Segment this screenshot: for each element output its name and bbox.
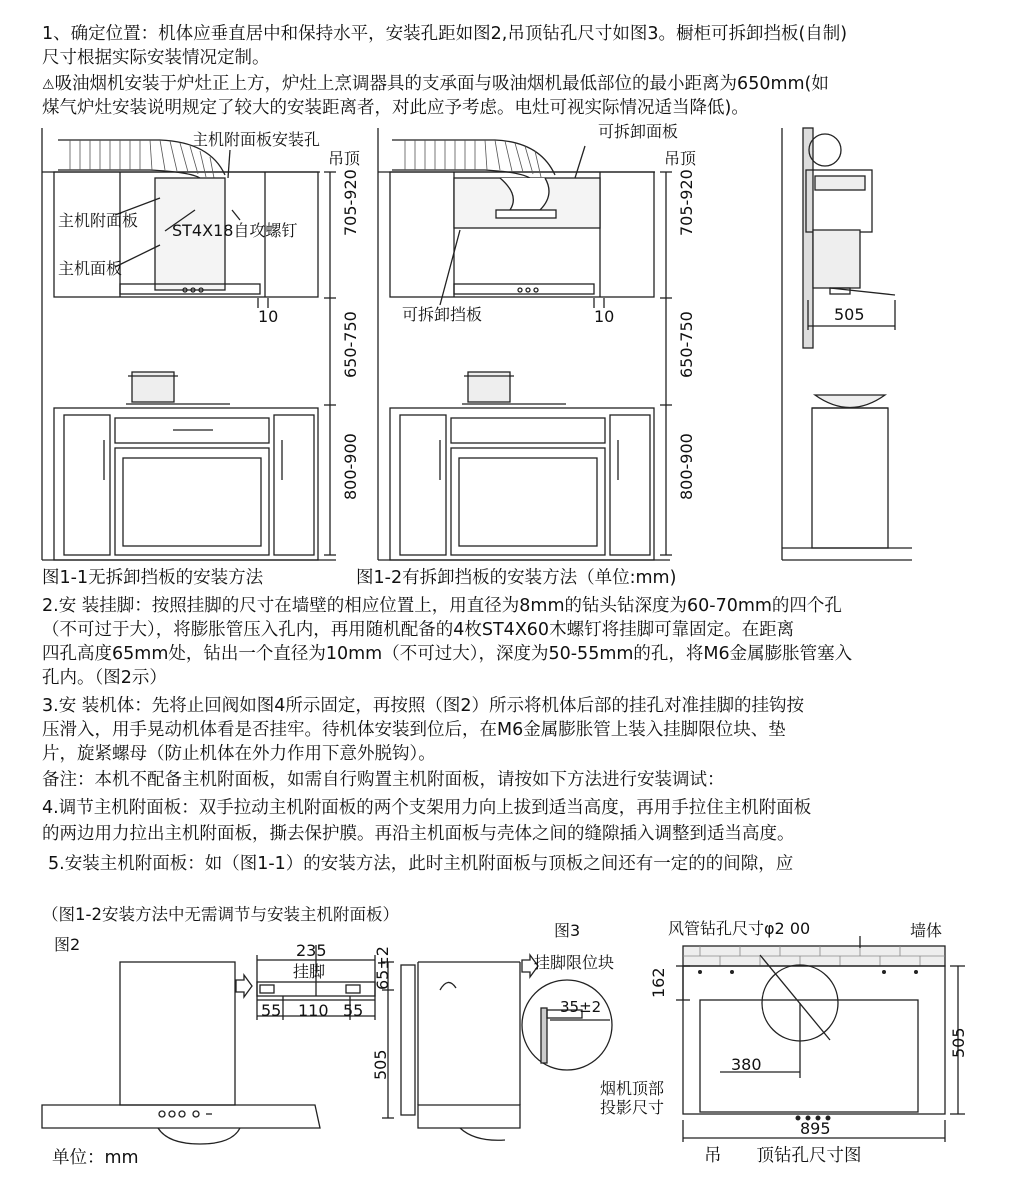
caption-fig-1-1: 图1-1无拆卸挡板的安装方法 — [42, 568, 264, 588]
step-3-line-3: 片，旋紧螺母（防止机体在外力作用下意外脱钩）。 — [42, 744, 436, 764]
attach-panel-label: 主机附面板 — [58, 211, 139, 230]
wall-label: 墙体 — [910, 921, 943, 940]
caption-fig-1-2: 图1-2有拆卸挡板的安装方法（单位:mm) — [356, 568, 677, 588]
step-3-line-2: 压滑入，用手晃动机体看是否挂牢。待机体安装到位后，在M6金属膨胀管上装入挂脚限位块、垫 — [42, 720, 786, 740]
step-2-line-4: 孔内。（图2示） — [42, 668, 167, 688]
dim-380: 380 — [731, 1055, 762, 1074]
dim-35: 35±2 — [560, 998, 602, 1016]
removable-panel-label: 可拆卸面板 — [598, 122, 679, 141]
dim-mid-1: 650-750 — [341, 311, 360, 378]
note-line: 备注：本机不配备主机附面板，如需自行购置主机附面板，请按如下方法进行安装调试： — [42, 770, 725, 790]
ceiling-label-2: 吊顶 — [664, 149, 697, 168]
step-2-line-2: （不可过于大），将膨胀管压入孔内，再用随机配备的4枚ST4X60木螺钉将挂脚可靠固定。在距离 — [42, 620, 795, 640]
warning-line-2: 煤气炉灶安装说明规定了较大的安装距离者，对此应予考虑。电灶可视实际情况适当降低)。 — [42, 98, 749, 118]
dim-low-2: 800-900 — [677, 433, 696, 500]
screw-label: ST4X18自攻螺钉 — [172, 221, 298, 240]
dim-235: 235 — [296, 941, 327, 960]
unit-label: 单位：mm — [52, 1148, 139, 1168]
warning-line: ⚠吸油烟机安装于炉灶正上方，炉灶上烹调器具的支承面与吸油烟机最低部位的最小距离为650mm(如 — [42, 72, 829, 97]
hole-label: 主机附面板安装孔 — [192, 130, 321, 149]
dim-895: 895 — [800, 1119, 831, 1138]
gap-label-2: 10 — [594, 307, 615, 326]
step-4-line-1: 4.调节主机附面板：双手拉动主机附面板的两个支架用力向上拔到适当高度，再用手拉住主机附面板 — [42, 798, 812, 818]
intro-line-1: 1、确定位置：机体应垂直居中和保持水平，安装孔距如图2,吊顶钻孔尺寸如图3。橱柜可拆卸挡板(自制) — [42, 24, 848, 44]
step-3-line-1: 3.安 装机体：先将止回阀如图4所示固定，再按照（图2）所示将机体后部的挂孔对准挂脚的挂钩按 — [42, 696, 805, 716]
dim-162: 162 — [649, 967, 668, 998]
projection-label-2: 投影尺寸 — [600, 1098, 665, 1117]
ceiling-label-1: 吊顶 — [328, 149, 361, 168]
dim-upper-1: 705-920 — [341, 169, 360, 236]
depth-label: 505 — [834, 305, 865, 324]
dim-505-fig2: 505 — [371, 1049, 390, 1080]
step-2-line-1: 2.安 装挂脚：按照挂脚的尺寸在墙壁的相应位置上，用直径为8mm的钻头钻深度为60-70mm的四个孔 — [42, 596, 842, 616]
fig3-caption: 吊 顶钻孔尺寸图 — [704, 1146, 862, 1166]
bracket-label: 挂脚 — [293, 962, 326, 981]
step-2-line-3: 四孔高度65mm处，钻出一个直径为10mm（不可过大），深度为50-55mm的孔，将M6金属膨胀管塞入 — [42, 644, 853, 664]
gap-label-1: 10 — [258, 307, 279, 326]
dim-55-right: 55 — [343, 1001, 364, 1020]
fig2-title: 图2 — [54, 935, 81, 954]
step-5-line-2: （图1-2安装方法中无需调节与安装主机附面板） — [42, 905, 399, 924]
dim-505-fig3: 505 — [949, 1027, 968, 1058]
dim-mid-2: 650-750 — [677, 311, 696, 378]
projection-label-1: 烟机顶部 — [600, 1079, 665, 1098]
dim-low-1: 800-900 — [341, 433, 360, 500]
removable-baffle-label: 可拆卸挡板 — [402, 305, 483, 324]
intro-line-2: 尺寸根据实际安装情况定制。 — [42, 48, 270, 68]
dim-55-left: 55 — [261, 1001, 282, 1020]
step-4-line-2: 的两边用力拉出主机附面板，撕去保护膜。再沿主机面板与壳体之间的缝隙插入调整到适当高度。 — [42, 824, 795, 844]
step-5-line-1: 5.安装主机附面板：如（图1-1）的安装方法，此时主机附面板与顶板之间还有一定的的间隙，应 — [48, 854, 794, 874]
dim-110: 110 — [298, 1001, 329, 1020]
fig3-title: 图3 — [554, 921, 581, 940]
dim-65: 65±2 — [373, 946, 392, 990]
limiter-label: 挂脚限位块 — [534, 953, 615, 972]
main-panel-label: 主机面板 — [58, 259, 123, 278]
warning-icon: ⚠ — [42, 77, 55, 93]
duct-hole-label: 风管钻孔尺寸φ2 00 — [668, 919, 811, 938]
dim-upper-2: 705-920 — [677, 169, 696, 236]
